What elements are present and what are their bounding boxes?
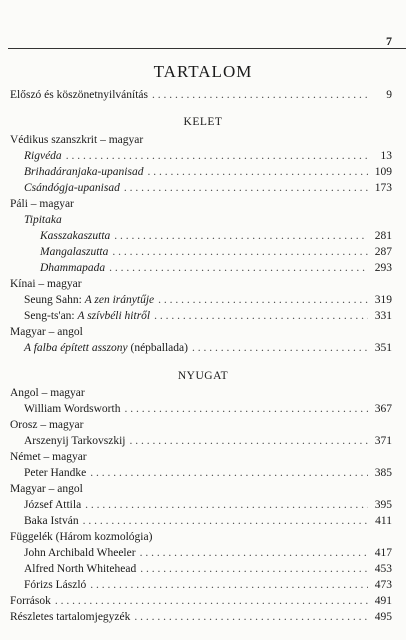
category-angol: Angol – magyar [10, 387, 85, 399]
toc-entry-label [24, 341, 188, 356]
toc-entry-author: Seng-ts'an: [24, 310, 78, 322]
toc-entry-page: 109 [374, 166, 392, 178]
toc-entry-wheeler[interactable] [24, 546, 392, 561]
toc-entry-page: 173 [374, 182, 392, 194]
toc-entry-forizs[interactable] [24, 578, 392, 593]
category-vedikus: Védikus szanszkrit – magyar [10, 134, 144, 146]
toc-entry-label: Kasszakaszutta [40, 230, 111, 242]
toc-entry-label: Brihadáranjaka-upanisad [24, 166, 144, 178]
section-heading-nyugat: NYUGAT [177, 370, 229, 382]
toc-entry-brihadaranjaka[interactable] [24, 165, 392, 180]
dot-leader [66, 149, 368, 164]
toc-entry-label [24, 309, 150, 324]
toc-entry-note: (népballada) [127, 342, 188, 354]
toc-entry-page: 367 [374, 403, 392, 415]
toc-entry-page: 319 [374, 294, 392, 306]
toc-entry-page: 491 [374, 595, 392, 607]
toc-entry-whitehead[interactable] [24, 562, 392, 577]
category-nemet: Német – magyar [10, 451, 87, 463]
dot-leader [152, 88, 368, 103]
dot-leader [112, 245, 368, 260]
dot-leader [124, 181, 368, 196]
toc-entry-author: Seung Sahn: [24, 294, 85, 306]
toc-entry-label: Előszó és köszönetnyilvánítás [10, 89, 148, 101]
toc-entry-label: William Wordsworth [24, 403, 121, 415]
toc-entry-title: A szívbéli hitről [77, 310, 151, 322]
dot-leader [158, 293, 368, 308]
dot-leader [83, 514, 368, 529]
toc-entry-label: Fórizs László [24, 579, 87, 591]
toc-entry-label: Arszenyij Tarkovszkij [24, 435, 126, 447]
toc-entry-label [24, 293, 154, 308]
toc-entry-page: 473 [374, 579, 392, 591]
toc-entry-title: A zen iránytűje [84, 294, 155, 306]
dot-leader [140, 562, 368, 577]
dot-leader [90, 466, 368, 481]
header-rule [8, 48, 406, 49]
dot-leader [147, 165, 368, 180]
category-magyar-angol-kelet: Magyar – angol [10, 326, 83, 338]
dot-leader [154, 309, 368, 324]
toc-entry-label: Dhammapada [40, 262, 106, 274]
toc-entry-label: Rigvéda [24, 150, 62, 162]
toc-entry-label: Baka István [24, 515, 79, 527]
toc-entry-page: 9 [386, 89, 392, 101]
toc-entry-reszletes[interactable] [10, 610, 392, 625]
dot-leader [134, 610, 368, 625]
toc-entry-jozsef-attila[interactable] [24, 498, 392, 513]
toc-entry-label: József Attila [24, 499, 82, 511]
toc-entry-label: Csándógja-upanisad [24, 182, 120, 194]
subcategory-tipitaka: Tipitaka [24, 214, 62, 226]
toc-entry-page: 453 [374, 563, 392, 575]
toc-entry-page: 411 [375, 515, 392, 527]
toc-entry-page: 293 [374, 262, 392, 274]
toc-entry-page: 351 [374, 342, 392, 354]
category-pali: Páli – magyar [10, 198, 74, 210]
toc-entry-label: Peter Handke [24, 467, 87, 479]
toc-entry-seung-sahn[interactable] [24, 293, 392, 308]
toc-entry-page: 331 [374, 310, 392, 322]
toc-entry-forrasok[interactable] [10, 594, 392, 609]
dot-leader [114, 229, 368, 244]
dot-leader [124, 402, 368, 417]
dot-leader [90, 578, 368, 593]
toc-entry-eloszo[interactable] [10, 88, 392, 103]
toc-entry-label: Mangalaszutta [40, 246, 109, 258]
dot-leader [109, 261, 368, 276]
category-kinai: Kínai – magyar [10, 278, 82, 290]
toc-entry-page: 495 [374, 611, 392, 623]
category-orosz: Orosz – magyar [10, 419, 84, 431]
toc-entry-label: Részletes tartalomjegyzék [10, 611, 131, 623]
toc-entry-page: 417 [374, 547, 392, 559]
toc-entry-label: Források [10, 595, 51, 607]
page-title: TARTALOM [153, 62, 253, 81]
toc-entry-mangalaszutta[interactable] [40, 245, 392, 260]
toc-entry-page: 371 [374, 435, 392, 447]
toc-entry-seng-tsan[interactable] [24, 309, 392, 324]
toc-entry-page: 395 [374, 499, 392, 511]
toc-entry-csandogja[interactable] [24, 181, 392, 196]
category-fuggelek: Függelék (Három kozmológia) [10, 531, 153, 543]
dot-leader [55, 594, 368, 609]
toc-entry-falba[interactable] [24, 341, 392, 356]
toc-entry-wordsworth[interactable] [24, 402, 392, 417]
toc-entry-baka-istvan[interactable] [24, 514, 392, 529]
category-magyar-angol-nyugat: Magyar – angol [10, 483, 83, 495]
toc-entry-page: 385 [374, 467, 392, 479]
toc-entry-page: 281 [374, 230, 392, 242]
toc-entry-label: Alfred North Whitehead [24, 563, 137, 575]
toc-entry-handke[interactable] [24, 466, 392, 481]
dot-leader [85, 498, 368, 513]
toc-entry-rigveda[interactable] [24, 149, 392, 164]
toc-entry-title: A falba épített asszony [24, 342, 128, 354]
toc-entry-kasszakaszutta[interactable] [40, 229, 392, 244]
toc-entry-dhammapada[interactable] [40, 261, 392, 276]
toc-entry-page: 287 [374, 246, 392, 258]
dot-leader [130, 434, 368, 449]
dot-leader [192, 341, 368, 356]
dot-leader [140, 546, 368, 561]
toc-entry-label: John Archibald Wheeler [24, 547, 136, 559]
toc-entry-page: 13 [380, 150, 392, 162]
section-heading-kelet: KELET [183, 116, 223, 128]
toc-entry-tarkovszkij[interactable] [24, 434, 392, 449]
page-number: 7 [386, 34, 392, 48]
